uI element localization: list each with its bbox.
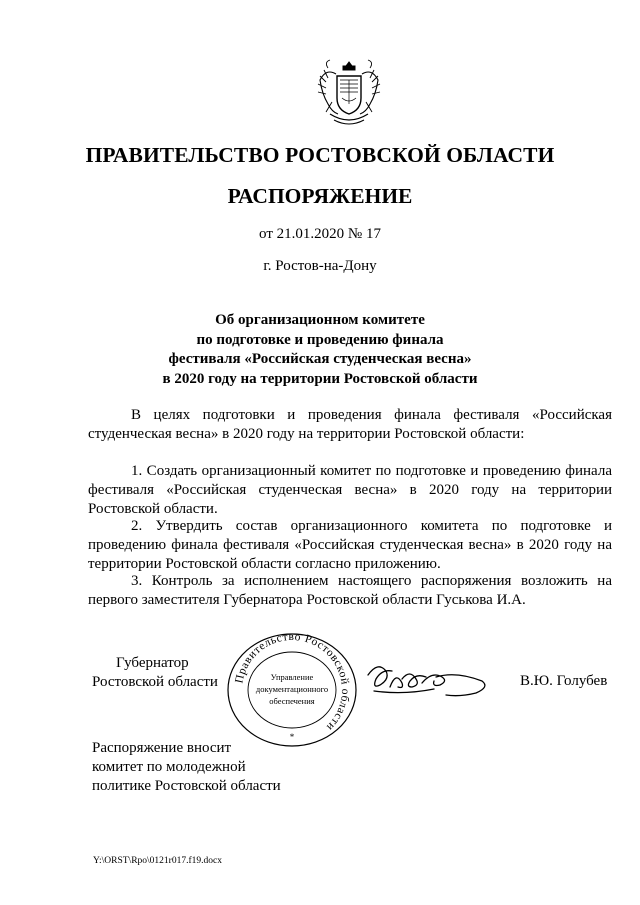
stamp-ring-text: Правительство Ростовской области [233, 630, 352, 734]
file-path: Y:\ORST\Rpo\0121r017.f19.docx [93, 856, 222, 866]
document-subject [0, 311, 640, 389]
submitter-note [92, 739, 281, 796]
position-line: Ростовской области [92, 674, 218, 690]
signatory-name: В.Ю. Голубев [520, 673, 608, 689]
subject-line: по подготовке и проведению финала [196, 331, 444, 348]
position-line: Губернатор [116, 655, 189, 671]
stamp-center-line: обеспечения [269, 696, 315, 706]
city: г. Ростов-на-Дону [263, 258, 377, 274]
stamp-center-line: Управление [270, 672, 314, 682]
subject-line: Об организационном комитете [215, 312, 425, 328]
signatory-position [92, 654, 218, 692]
stamp-center-line: документационного [255, 684, 329, 694]
date-number: от 21.01.2020 № 17 [259, 226, 381, 242]
handwritten-signature [364, 657, 494, 701]
subject-line: фестиваля «Российская студенческая весна» [168, 351, 472, 367]
coat-of-arms-icon [312, 58, 386, 132]
submitter-line: политике Ростовской области [92, 778, 281, 794]
submitter-line: Распоряжение вносит [92, 740, 232, 756]
preamble-paragraph: В целях подготовки и проведения финала фестиваля «Российская студенческая весна» в 2020 году на территории Ростовской области: [88, 407, 612, 442]
subject-line: в 2020 году на территории Ростовской области [162, 370, 478, 387]
official-stamp [224, 630, 360, 750]
item-2-paragraph: 2. Утвердить состав организационного комитета по подготовке и проведению финала фестиваля «Российская студенческая весна» в 2020 году на территории Ростовской области согласно приложению. [88, 518, 612, 572]
government-title: ПРАВИТЕЛЬСТВО РОСТОВСКОЙ ОБЛАСТИ [85, 143, 555, 167]
submitter-line: комитет по молодежной [92, 759, 246, 775]
document-type: РАСПОРЯЖЕНИЕ [227, 184, 413, 208]
svg-text:*: * [289, 732, 295, 742]
item-1-paragraph: 1. Создать организационный комитет по подготовке и проведению финала фестиваля «Российская студенческая весна» в 2020 году на территории Ростовской области. [88, 463, 612, 517]
item-3-paragraph: 3. Контроль за исполнением настоящего распоряжения возложить на первого заместителя Губернатора Ростовской области Гуськова И.А. [88, 573, 612, 608]
